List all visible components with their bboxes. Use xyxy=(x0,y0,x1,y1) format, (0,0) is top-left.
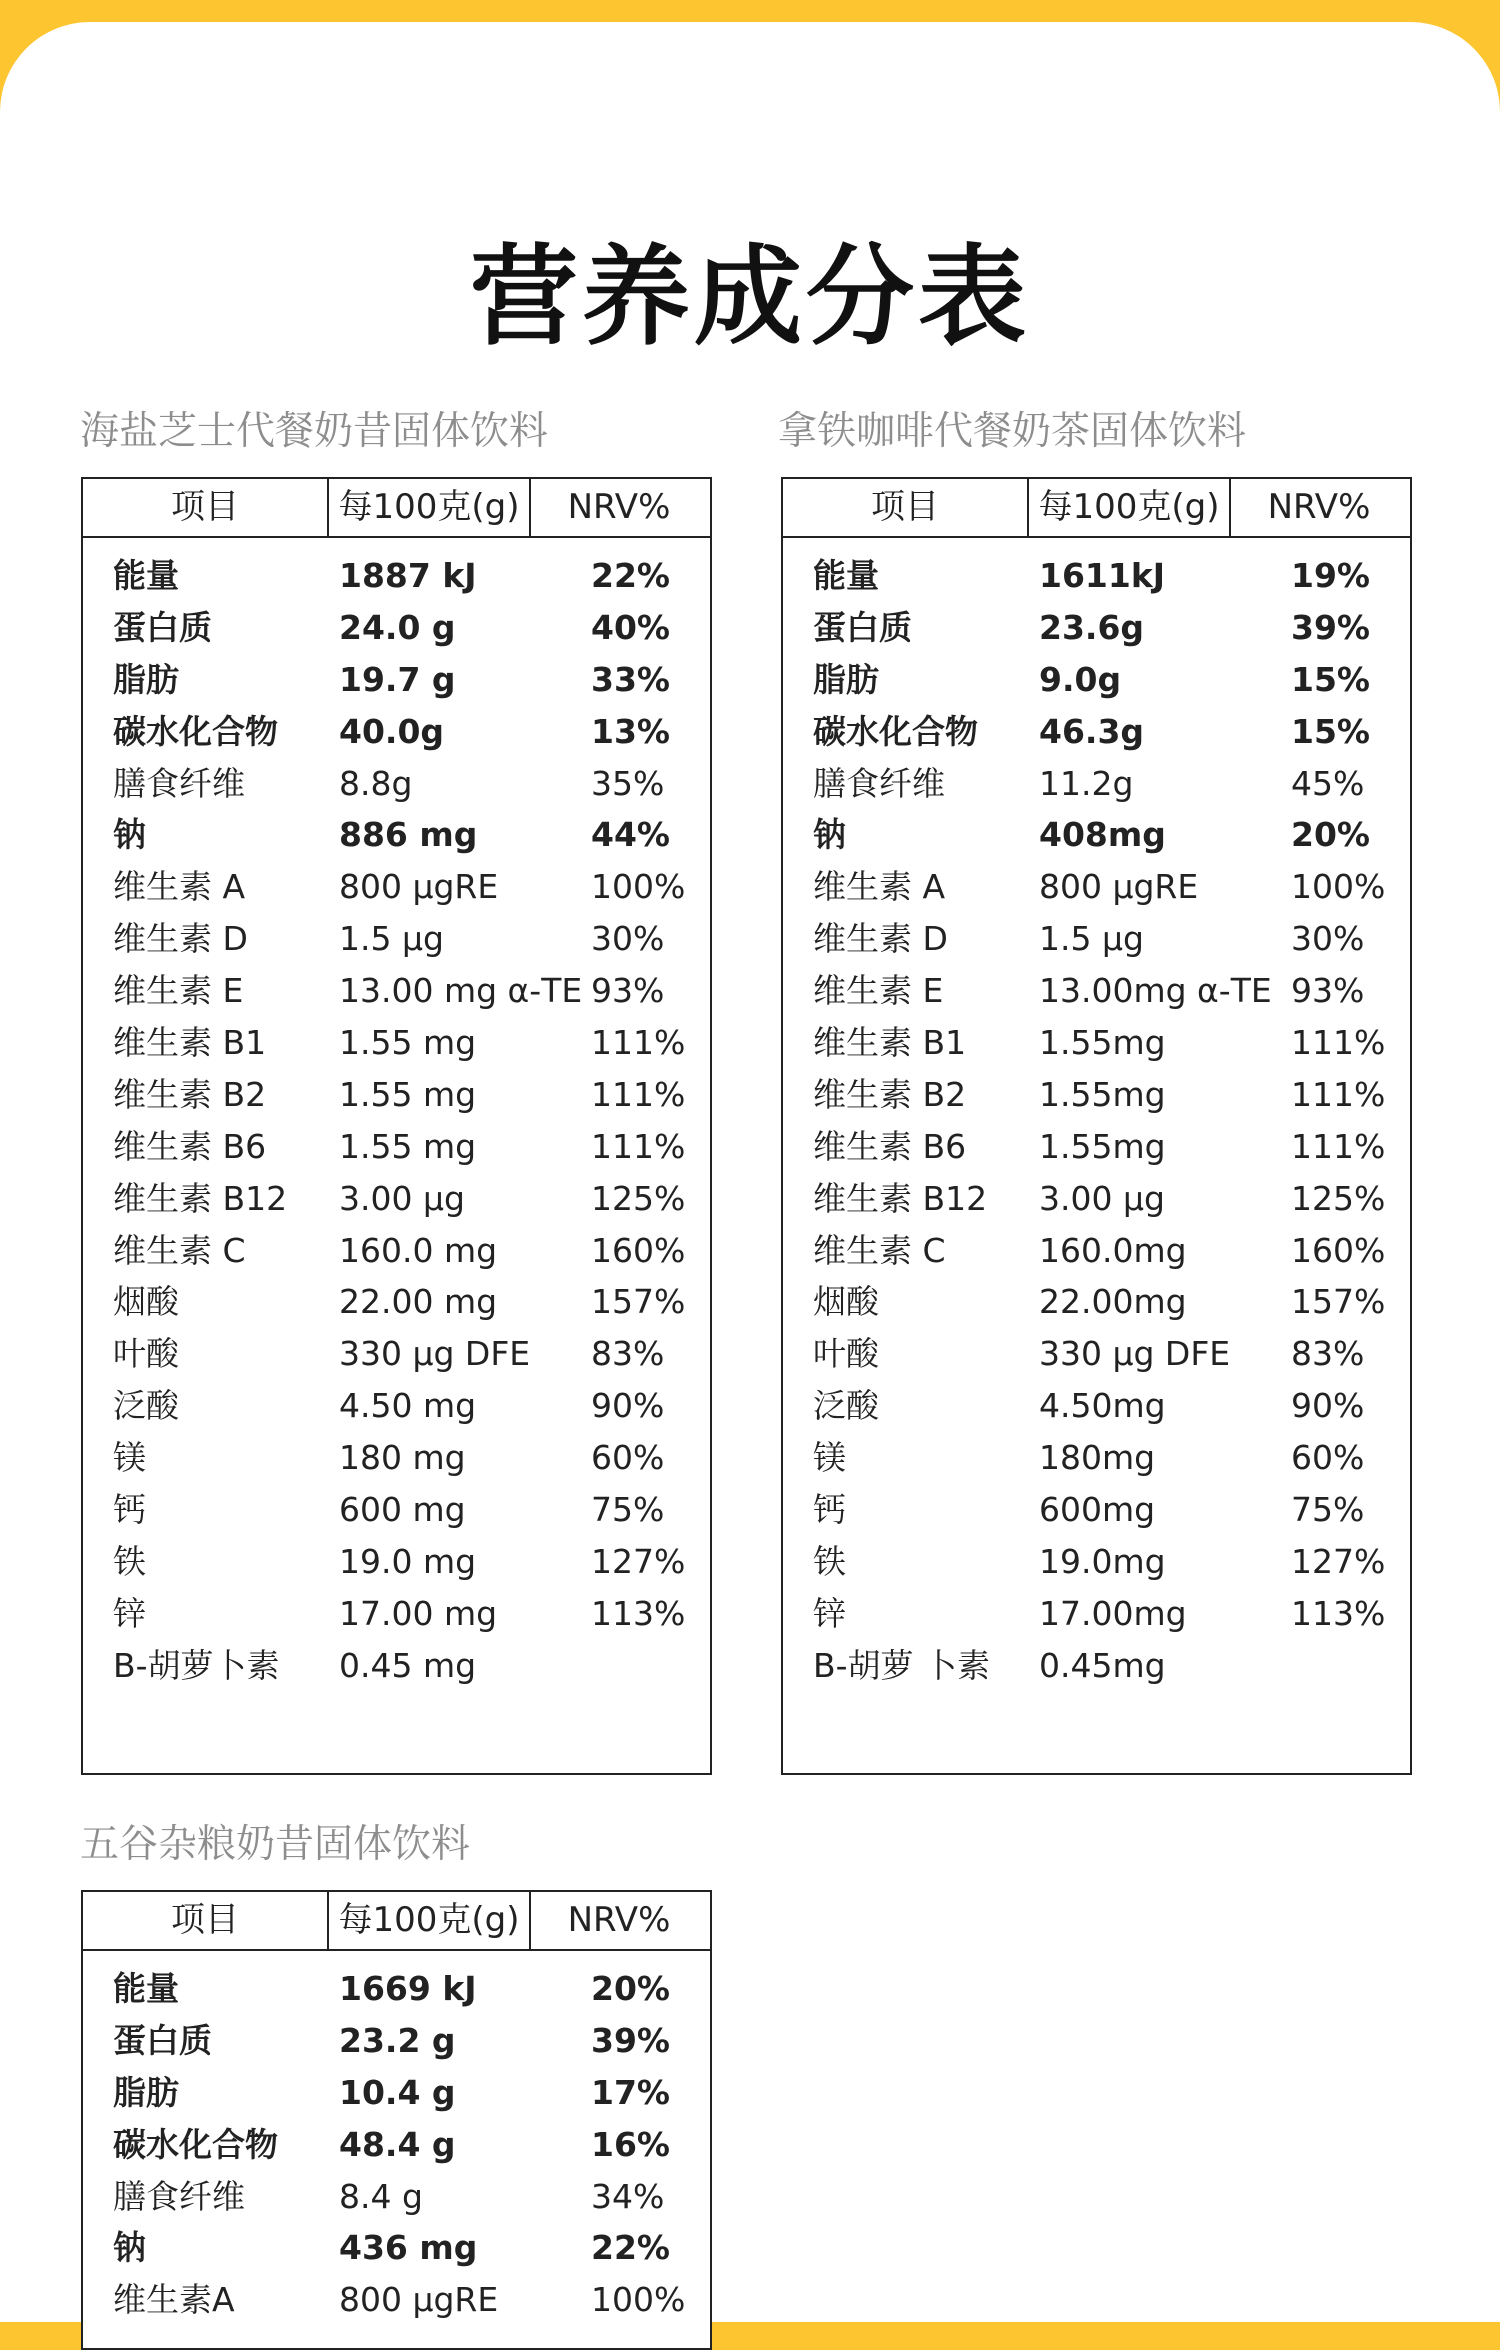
table-row xyxy=(783,1484,1410,1536)
row-item: 维生素 C xyxy=(113,1230,246,1270)
table-row xyxy=(783,1640,1410,1692)
row-item: 锌 xyxy=(813,1593,846,1633)
row-item: 能量 xyxy=(113,1969,179,2008)
table-row xyxy=(83,1380,710,1432)
row-value: 436 mg xyxy=(339,2228,478,2268)
row-item: 叶酸 xyxy=(813,1334,879,1374)
row-nrv: 127% xyxy=(591,1541,686,1581)
table-row xyxy=(83,2067,710,2119)
header-per100: 每100克(g) xyxy=(327,479,531,536)
row-value: 8.4 g xyxy=(339,2176,423,2216)
row-item: 铁 xyxy=(813,1541,846,1581)
nutrition-table-grain xyxy=(81,1890,712,2350)
row-value: 1.55mg xyxy=(1039,1074,1166,1114)
row-value: 600 mg xyxy=(339,1490,466,1530)
row-nrv: 111% xyxy=(591,1023,686,1063)
row-value: 13.00mg α-TE xyxy=(1039,971,1272,1011)
row-value: 0.45 mg xyxy=(339,1645,477,1685)
row-item: 脂肪 xyxy=(113,2072,179,2112)
row-item: 脂肪 xyxy=(113,659,179,699)
table-row xyxy=(83,809,710,861)
table-row xyxy=(83,1069,710,1121)
header-item: 项目 xyxy=(871,487,939,527)
table-row xyxy=(83,1017,710,1069)
table-row xyxy=(783,913,1410,965)
table-row xyxy=(83,2171,710,2223)
product-name-latte-coffee: 拿铁咖啡代餐奶茶固体饮料 xyxy=(778,409,1247,454)
row-nrv: 40% xyxy=(591,607,670,647)
table-row xyxy=(783,1588,1410,1640)
table-row xyxy=(83,1588,710,1640)
table-row xyxy=(783,550,1410,602)
row-value: 22.00mg xyxy=(1039,1282,1187,1322)
nutrition-table-sea-salt-cheese xyxy=(81,477,712,1775)
table-row xyxy=(83,2119,710,2171)
header-item: 项目 xyxy=(171,487,239,527)
row-value: 1.55 mg xyxy=(339,1126,477,1166)
table-row xyxy=(83,1173,710,1225)
row-value: 46.3g xyxy=(1039,711,1145,751)
row-value: 180mg xyxy=(1039,1438,1156,1478)
header-nrv: NRV% xyxy=(567,1900,671,1940)
row-value: 19.0 mg xyxy=(339,1541,477,1581)
row-item: 镁 xyxy=(113,1438,146,1478)
row-value: 408mg xyxy=(1039,815,1166,855)
row-item: 碳水化合物 xyxy=(113,711,278,751)
row-item: 碳水化合物 xyxy=(813,711,978,751)
row-item: 钙 xyxy=(113,1490,146,1530)
row-item: 维生素 B2 xyxy=(813,1074,967,1114)
row-value: 600mg xyxy=(1039,1490,1156,1530)
row-nrv: 75% xyxy=(1291,1490,1365,1530)
row-value: 48.4 g xyxy=(339,2124,456,2164)
row-nrv: 100% xyxy=(1291,867,1386,907)
row-item: 蛋白质 xyxy=(113,2020,212,2060)
table-row xyxy=(783,1069,1410,1121)
table-row xyxy=(783,861,1410,913)
row-item: 能量 xyxy=(113,556,179,595)
row-item: B-胡萝卜素 xyxy=(113,1645,280,1685)
row-nrv: 90% xyxy=(1291,1386,1365,1426)
row-item: 锌 xyxy=(113,1593,146,1633)
table-row xyxy=(83,602,710,654)
row-nrv: 100% xyxy=(591,2280,686,2320)
row-value: 40.0g xyxy=(339,711,445,751)
row-nrv: 22% xyxy=(591,556,670,595)
row-item: 泛酸 xyxy=(813,1386,879,1426)
row-item: 维生素 B12 xyxy=(813,1178,988,1218)
row-item: 泛酸 xyxy=(113,1386,179,1426)
header-item: 项目 xyxy=(171,1900,239,1940)
row-value: 886 mg xyxy=(339,815,478,855)
row-nrv: 125% xyxy=(1291,1178,1386,1218)
row-value: 3.00 μg xyxy=(339,1178,465,1218)
page-title: 营养成分表 xyxy=(469,235,1030,360)
row-item: 维生素 B6 xyxy=(113,1126,267,1166)
row-item: 镁 xyxy=(813,1438,846,1478)
row-value: 10.4 g xyxy=(339,2072,456,2112)
row-value: 1.55mg xyxy=(1039,1023,1166,1063)
row-nrv: 20% xyxy=(591,1969,670,2008)
row-nrv: 60% xyxy=(591,1438,665,1478)
row-nrv: 60% xyxy=(1291,1438,1365,1478)
row-value: 23.6g xyxy=(1039,607,1145,647)
row-value: 17.00mg xyxy=(1039,1593,1187,1633)
row-value: 3.00 μg xyxy=(1039,1178,1165,1218)
row-item: 维生素A xyxy=(113,2280,235,2320)
table-body xyxy=(83,538,710,1692)
row-nrv: 90% xyxy=(591,1386,665,1426)
row-item: 烟酸 xyxy=(813,1282,879,1322)
row-nrv: 13% xyxy=(591,711,670,751)
header-nrv: NRV% xyxy=(567,487,671,527)
row-value: 330 μg DFE xyxy=(1039,1334,1231,1374)
table-row xyxy=(783,758,1410,810)
row-value: 330 μg DFE xyxy=(339,1334,531,1374)
row-item: 维生素 D xyxy=(113,919,248,959)
row-nrv: 113% xyxy=(1291,1593,1386,1633)
row-nrv: 30% xyxy=(1291,919,1365,959)
table-row xyxy=(783,654,1410,706)
table-row xyxy=(783,706,1410,758)
row-value: 22.00 mg xyxy=(339,1282,498,1322)
table-row xyxy=(783,809,1410,861)
row-nrv: 30% xyxy=(591,919,665,959)
row-nrv: 111% xyxy=(591,1126,686,1166)
row-value: 4.50mg xyxy=(1039,1386,1166,1426)
row-item: 叶酸 xyxy=(113,1334,179,1374)
row-item: 钠 xyxy=(813,815,846,855)
row-nrv: 20% xyxy=(1291,815,1370,855)
product-name-sea-salt-cheese: 海盐芝士代餐奶昔固体饮料 xyxy=(80,409,549,454)
row-item: 铁 xyxy=(113,1541,146,1581)
row-value: 800 μgRE xyxy=(339,867,499,907)
row-value: 19.7 g xyxy=(339,659,456,699)
row-item: 能量 xyxy=(813,556,879,595)
row-item: 钠 xyxy=(113,2228,146,2268)
row-nrv: 111% xyxy=(591,1074,686,1114)
table-header xyxy=(83,1892,710,1951)
row-item: 膳食纤维 xyxy=(113,2176,245,2216)
row-item: 维生素 E xyxy=(813,971,944,1011)
row-item: 维生素 A xyxy=(813,867,946,907)
row-nrv: 83% xyxy=(1291,1334,1365,1374)
table-row xyxy=(783,1432,1410,1484)
row-item: 维生素 B6 xyxy=(813,1126,967,1166)
table-row xyxy=(83,1432,710,1484)
row-nrv: 111% xyxy=(1291,1074,1386,1114)
table-row xyxy=(83,1225,710,1277)
row-value: 8.8g xyxy=(339,763,413,803)
table-row xyxy=(83,1276,710,1328)
row-value: 13.00 mg α-TE xyxy=(339,971,583,1011)
row-nrv: 16% xyxy=(591,2124,670,2164)
row-value: 1.5 μg xyxy=(339,919,444,959)
table-row xyxy=(783,1173,1410,1225)
row-nrv: 39% xyxy=(591,2020,670,2060)
row-nrv: 34% xyxy=(591,2176,665,2216)
row-value: 1669 kJ xyxy=(339,1969,477,2008)
row-item: 维生素 B1 xyxy=(813,1023,967,1063)
header-per100: 每100克(g) xyxy=(1027,479,1231,536)
row-item: 维生素 B2 xyxy=(113,1074,267,1114)
row-value: 17.00 mg xyxy=(339,1593,498,1633)
nutrition-table-latte-coffee xyxy=(781,477,1412,1775)
row-value: 11.2g xyxy=(1039,763,1134,803)
row-value: 800 μgRE xyxy=(339,2280,499,2320)
row-item: 维生素 C xyxy=(813,1230,946,1270)
table-row xyxy=(783,965,1410,1017)
row-item: 烟酸 xyxy=(113,1282,179,1322)
table-body xyxy=(783,538,1410,1692)
table-row xyxy=(783,1121,1410,1173)
row-item: 钠 xyxy=(113,815,146,855)
table-row xyxy=(83,913,710,965)
header-per100: 每100克(g) xyxy=(327,1892,531,1949)
row-nrv: 15% xyxy=(1291,659,1370,699)
row-item: 碳水化合物 xyxy=(113,2124,278,2164)
row-nrv: 44% xyxy=(591,815,670,855)
table-row xyxy=(783,1225,1410,1277)
row-value: 1.55mg xyxy=(1039,1126,1166,1166)
row-nrv: 93% xyxy=(1291,971,1365,1011)
table-row xyxy=(83,550,710,602)
table-row xyxy=(83,706,710,758)
row-nrv: 19% xyxy=(1291,556,1370,595)
row-value: 1.55 mg xyxy=(339,1074,477,1114)
row-nrv: 45% xyxy=(1291,763,1365,803)
row-item: 维生素 A xyxy=(113,867,246,907)
row-value: 1.5 μg xyxy=(1039,919,1144,959)
table-row xyxy=(83,2015,710,2067)
row-nrv: 83% xyxy=(591,1334,665,1374)
row-nrv: 113% xyxy=(591,1593,686,1633)
row-item: 维生素 B1 xyxy=(113,1023,267,1063)
row-nrv: 35% xyxy=(591,763,665,803)
table-row xyxy=(83,1640,710,1692)
row-item: 蛋白质 xyxy=(113,607,212,647)
row-value: 1611kJ xyxy=(1039,556,1166,595)
row-value: 160.0 mg xyxy=(339,1230,498,1270)
row-value: 160.0mg xyxy=(1039,1230,1187,1270)
row-nrv: 22% xyxy=(591,2228,670,2268)
table-row xyxy=(83,1328,710,1380)
table-row xyxy=(783,1380,1410,1432)
row-nrv: 111% xyxy=(1291,1126,1386,1166)
row-nrv: 127% xyxy=(1291,1541,1386,1581)
row-value: 0.45mg xyxy=(1039,1645,1166,1685)
row-nrv: 39% xyxy=(1291,607,1370,647)
row-item: 维生素 E xyxy=(113,971,244,1011)
table-row xyxy=(783,602,1410,654)
table-row xyxy=(83,1484,710,1536)
row-value: 4.50 mg xyxy=(339,1386,477,1426)
row-nrv: 100% xyxy=(591,867,686,907)
row-value: 1.55 mg xyxy=(339,1023,477,1063)
product-name-grain: 五谷杂粮奶昔固体饮料 xyxy=(80,1822,471,1867)
table-header xyxy=(83,479,710,538)
row-nrv: 17% xyxy=(591,2072,670,2112)
row-item: 维生素 B12 xyxy=(113,1178,288,1218)
table-row xyxy=(83,965,710,1017)
table-row xyxy=(783,1017,1410,1069)
table-row xyxy=(83,1963,710,2015)
row-nrv: 75% xyxy=(591,1490,665,1530)
row-value: 800 μgRE xyxy=(1039,867,1199,907)
table-row xyxy=(783,1536,1410,1588)
table-row xyxy=(83,861,710,913)
row-nrv: 160% xyxy=(591,1230,686,1270)
row-value: 24.0 g xyxy=(339,607,456,647)
table-row xyxy=(83,1536,710,1588)
row-item: B-胡萝 卜素 xyxy=(813,1645,991,1685)
table-row xyxy=(83,654,710,706)
row-nrv: 125% xyxy=(591,1178,686,1218)
row-nrv: 157% xyxy=(1291,1282,1386,1322)
table-row xyxy=(83,2274,710,2326)
row-item: 膳食纤维 xyxy=(813,763,945,803)
row-item: 维生素 D xyxy=(813,919,948,959)
row-nrv: 33% xyxy=(591,659,670,699)
table-row xyxy=(783,1276,1410,1328)
row-nrv: 15% xyxy=(1291,711,1370,751)
row-nrv: 157% xyxy=(591,1282,686,1322)
row-value: 9.0g xyxy=(1039,659,1122,699)
row-value: 19.0mg xyxy=(1039,1541,1166,1581)
row-value: 23.2 g xyxy=(339,2020,456,2060)
table-header xyxy=(783,479,1410,538)
row-item: 蛋白质 xyxy=(813,607,912,647)
table-row xyxy=(83,2222,710,2274)
row-nrv: 93% xyxy=(591,971,665,1011)
table-row xyxy=(783,1328,1410,1380)
header-nrv: NRV% xyxy=(1267,487,1371,527)
row-value: 180 mg xyxy=(339,1438,466,1478)
table-row xyxy=(83,1121,710,1173)
row-nrv: 160% xyxy=(1291,1230,1386,1270)
row-nrv: 111% xyxy=(1291,1023,1386,1063)
table-body xyxy=(83,1951,710,2326)
row-item: 膳食纤维 xyxy=(113,763,245,803)
row-item: 脂肪 xyxy=(813,659,879,699)
table-row xyxy=(83,758,710,810)
row-value: 1887 kJ xyxy=(339,556,477,595)
row-item: 钙 xyxy=(813,1490,846,1530)
